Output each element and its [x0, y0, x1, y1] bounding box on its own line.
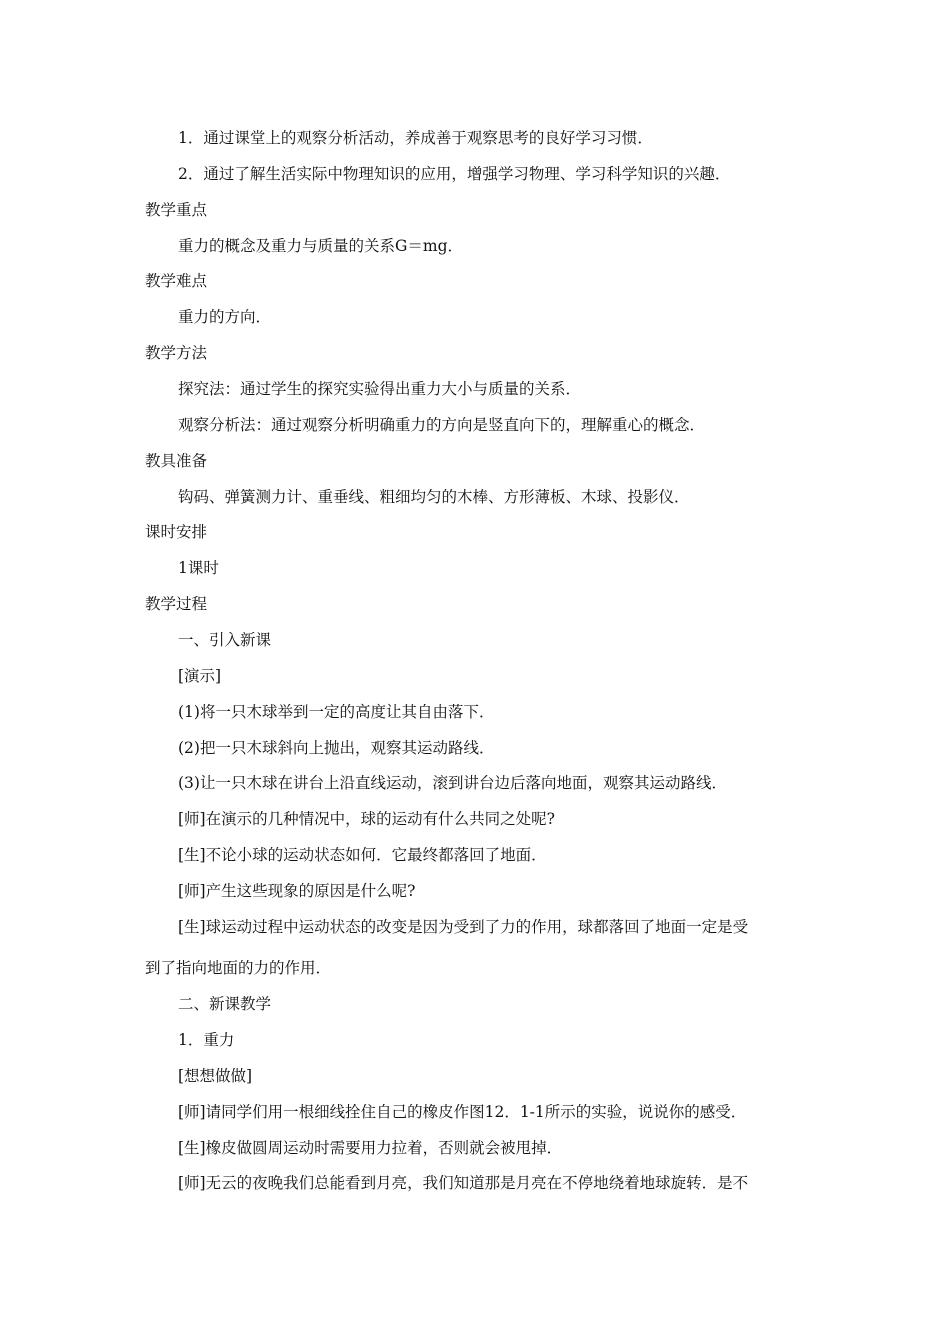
focus-text: 重力的概念及重力与质量的关系G＝mg． — [178, 237, 464, 255]
demo-step-2: (2)把一只木球斜向上抛出，观察其运动路线． — [178, 739, 495, 757]
dialog-student-2-line2: 到了指向地面的力的作用． — [145, 959, 332, 977]
heading-schedule: 课时安排 — [145, 523, 208, 541]
section-new-lesson: 二、新课教学 — [178, 995, 272, 1013]
dialog-teacher-4: [师]无云的夜晚我们总能看到月亮，我们知道那是月亮在不停地绕着地球旋转．是不 — [178, 1174, 749, 1192]
demo-step-1: (1)将一只木球举到一定的高度让其自由落下． — [178, 703, 495, 721]
dialog-student-3: [生]橡皮做圆周运动时需要用力拉着，否则就会被甩掉． — [178, 1139, 563, 1157]
heading-methods: 教学方法 — [145, 344, 208, 362]
dialog-teacher-3: [师]请同学们用一根细线拴住自己的橡皮作图12．1-1所示的实验，说说你的感受． — [178, 1103, 747, 1121]
heading-difficulty: 教学难点 — [145, 272, 208, 290]
subsection-gravity: 1．重力 — [178, 1031, 235, 1049]
heading-focus: 教学重点 — [145, 201, 208, 219]
heading-process: 教学过程 — [145, 595, 208, 613]
section-intro: 一、引入新课 — [178, 631, 272, 649]
tools-text: 钩码、弹簧测力计、重垂线、粗细均匀的木棒、方形薄板、木球、投影仪． — [178, 488, 690, 506]
goal-2: 2．通过了解生活实际中物理知识的应用，增强学习物理、学习科学知识的兴趣． — [178, 165, 731, 183]
dialog-student-1: [生]不论小球的运动状态如何．它最终都落回了地面． — [178, 846, 547, 864]
demo-step-3: (3)让一只木球在讲台上沿直线运动，滚到讲台边后落向地面，观察其运动路线． — [178, 774, 727, 792]
dialog-teacher-2: [师]产生这些现象的原因是什么呢? — [178, 882, 416, 900]
difficulty-text: 重力的方向． — [178, 308, 272, 326]
dialog-teacher-1: [师]在演示的几种情况中，球的运动有什么共同之处呢? — [178, 810, 555, 828]
demo-label: [演示] — [178, 667, 222, 685]
method-2: 观察分析法：通过观察分析明确重力的方向是竖直向下的，理解重心的概念． — [178, 416, 706, 434]
heading-tools: 教具准备 — [145, 452, 208, 470]
think-label: [想想做做] — [178, 1067, 253, 1085]
goal-1: 1．通过课堂上的观察分析活动，养成善于观察思考的良好学习习惯． — [178, 129, 653, 147]
method-1: 探究法：通过学生的探究实验得出重力大小与质量的关系． — [178, 380, 582, 398]
dialog-student-2-line1: [生]球运动过程中运动状态的改变是因为受到了力的作用，球都落回了地面一定是受 — [178, 918, 749, 936]
schedule-text: 1课时 — [178, 559, 219, 577]
